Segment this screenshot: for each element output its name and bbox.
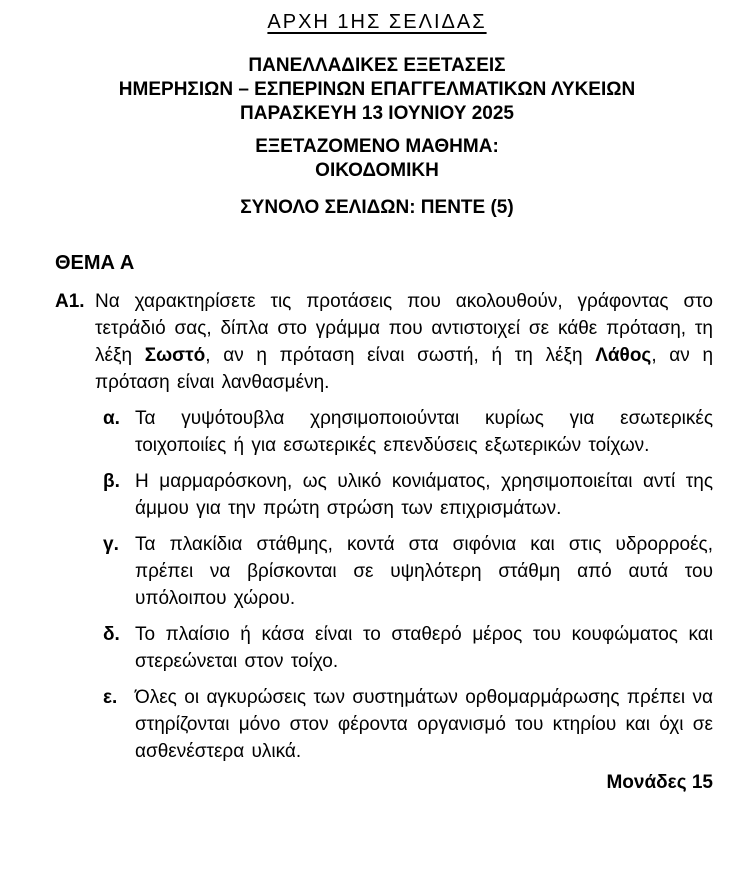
list-item-text: Το πλαίσιο ή κάσα είναι το σταθερό μέρος του κουφώματος και στερεώνεται στον τοίχο. bbox=[135, 624, 713, 672]
list-item-text: Τα γυψότουβλα χρησιμοποιούνται κυρίως για εσωτερικές τοιχοποιίες ή για εσωτερικές επενδύσεις εξωτερικών τοίχων. bbox=[135, 408, 713, 456]
list-item-marker: δ. bbox=[103, 624, 120, 645]
subject-block bbox=[0, 135, 754, 183]
question-text-part2: , αν η πρόταση είναι σωστή, ή τη λέξη bbox=[205, 345, 596, 366]
exam-title-line-2: ΗΜΕΡΗΣΙΩΝ – ΕΣΠΕΡΙΝΩΝ ΕΠΑΓΓΕΛΜΑΤΙΚΩΝ ΛΥΚΕΙΩΝ bbox=[118, 79, 636, 100]
list-item-text: Τα πλακίδια στάθμης, κοντά στα σιφόνια και στις υδρορροές, πρέπει να βρίσκονται σε υψηλότερη στάθμη από αυτά του υπόλοιπου χώρου. bbox=[135, 534, 713, 609]
question-a1 bbox=[55, 288, 713, 396]
list-item-epsilon bbox=[55, 684, 713, 765]
list-item-text: Όλες οι αγκυρώσεις των συστημάτων ορθομαρμάρωσης πρέπει να στηρίζονται μόνο στον φέροντα οργανισμό του κτηρίου και όχι σε ασθενέστερα υλικά. bbox=[135, 687, 713, 762]
question-text bbox=[95, 288, 713, 396]
list-item-marker: β. bbox=[103, 471, 120, 492]
list-item-gamma bbox=[55, 531, 713, 612]
subject-name: ΟΙΚΟΔΟΜΙΚΗ bbox=[315, 160, 439, 181]
question-keyword-wrong: Λάθος bbox=[595, 345, 652, 366]
pages-total: ΣΥΝΟΛΟ ΣΕΛΙΔΩΝ: ΠΕΝΤΕ (5) bbox=[240, 197, 514, 218]
question-keyword-correct: Σωστό bbox=[144, 345, 206, 366]
list-item-marker: α. bbox=[103, 408, 120, 429]
question-number: Α1. bbox=[55, 291, 85, 312]
list-item-alpha bbox=[55, 405, 713, 459]
page-start-marker bbox=[0, 10, 754, 34]
theme-section bbox=[55, 252, 713, 795]
list-item-marker: γ. bbox=[103, 534, 119, 555]
question-text-part3: , αν η πρόταση είναι λανθασμένη. bbox=[95, 345, 714, 393]
exam-title-line-3: ΠΑΡΑΣΚΕΥΗ 13 ΙΟΥΝΙΟΥ 2025 bbox=[240, 103, 514, 124]
page-start-marker-text: ΑΡΧΗ 1ΗΣ ΣΕΛΙΔΑΣ bbox=[267, 11, 487, 33]
exam-title-line-1: ΠΑΝΕΛΛΑΔΙΚΕΣ ΕΞΕΤΑΣΕΙΣ bbox=[248, 55, 506, 76]
theme-heading: ΘΕΜΑ Α bbox=[55, 252, 135, 274]
list-item-beta bbox=[55, 468, 713, 522]
list-item-text: Η μαρμαρόσκονη, ως υλικό κονιάματος, χρησιμοποιείται αντί της άμμου για την πρώτη στρώση των επιχρισμάτων. bbox=[135, 471, 713, 519]
list-item-delta bbox=[55, 621, 713, 675]
exam-title-block bbox=[0, 54, 754, 126]
list-item-marker: ε. bbox=[103, 687, 118, 708]
subject-label: ΕΞΕΤΑΖΟΜΕΝΟ ΜΑΘΗΜΑ: bbox=[255, 136, 499, 157]
question-text-part1: Να χαρακτηρίσετε τις προτάσεις που ακολουθούν, γράφοντας στο τετράδιό σας, δίπλα στο γράμμα που αντιστοιχεί σε κάθε πρόταση, τη λέξη bbox=[95, 291, 713, 366]
points-label: Μονάδες 15 bbox=[606, 772, 713, 793]
